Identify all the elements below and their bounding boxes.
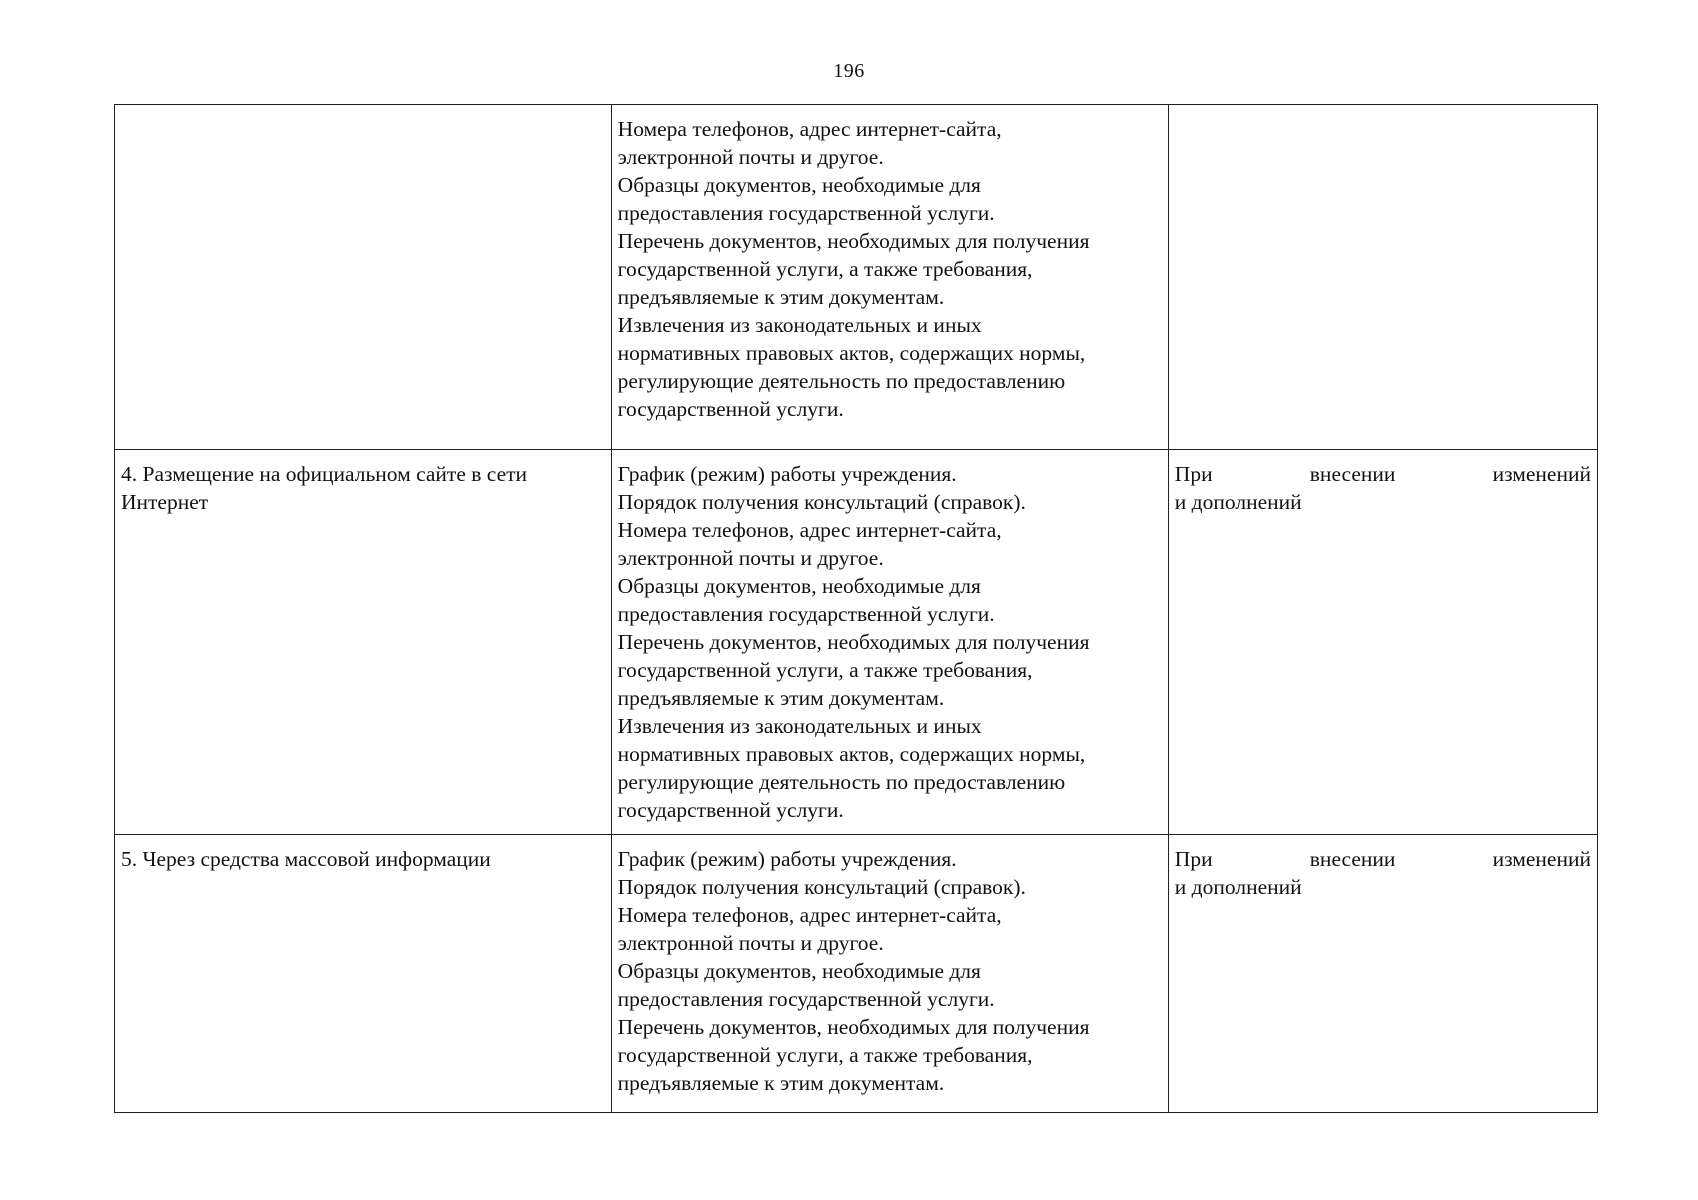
frequency-word: изменений bbox=[1492, 462, 1591, 486]
content-line: Порядок получения консультаций (справок). bbox=[617, 875, 1026, 899]
page-number: 196 bbox=[833, 60, 865, 82]
method-line: 4. Размещение на официальном сайте в сети bbox=[121, 462, 528, 486]
content-line: Образцы документов, необходимые для bbox=[617, 173, 981, 197]
content-cell bbox=[611, 835, 1168, 1113]
content-line: регулирующие деятельность по предоставлению bbox=[617, 369, 1066, 393]
content-line: График (режим) работы учреждения. bbox=[617, 847, 957, 871]
frequency-second-line: и дополнений bbox=[1174, 490, 1302, 514]
content-line: электронной почты и другое. bbox=[617, 546, 884, 570]
content-line: Перечень документов, необходимых для получения bbox=[617, 229, 1090, 253]
method-cell bbox=[115, 105, 612, 450]
method-cell bbox=[115, 835, 612, 1113]
content-line: нормативных правовых актов, содержащих нормы, bbox=[617, 742, 1086, 766]
content-line: предоставления государственной услуги. bbox=[617, 201, 995, 225]
table-row bbox=[115, 105, 1598, 450]
content-line: регулирующие деятельность по предоставлению bbox=[617, 770, 1066, 794]
content-cell bbox=[611, 450, 1168, 835]
content-line: государственной услуги, а также требования, bbox=[617, 1043, 1033, 1067]
method-line: Интернет bbox=[121, 490, 209, 514]
content-line: предъявляемые к этим документам. bbox=[617, 686, 945, 710]
frequency-word: изменений bbox=[1492, 847, 1591, 871]
content-line: Перечень документов, необходимых для получения bbox=[617, 1015, 1090, 1039]
frequency-cell bbox=[1168, 450, 1597, 835]
content-cell bbox=[611, 105, 1168, 450]
content-line: государственной услуги, а также требования, bbox=[617, 257, 1033, 281]
information-methods-table bbox=[114, 104, 1598, 1113]
content-line: предоставления государственной услуги. bbox=[617, 602, 995, 626]
content-line: предоставления государственной услуги. bbox=[617, 987, 995, 1011]
content-line: Образцы документов, необходимые для bbox=[617, 574, 981, 598]
method-line: 5. Через средства массовой информации bbox=[121, 847, 491, 871]
frequency-second-line: и дополнений bbox=[1174, 875, 1302, 899]
content-line: Извлечения из законодательных и иных bbox=[617, 714, 982, 738]
frequency-word: внесении bbox=[1309, 462, 1396, 486]
content-line: Извлечения из законодательных и иных bbox=[617, 313, 982, 337]
content-line: государственной услуги. bbox=[617, 397, 844, 421]
method-cell bbox=[115, 450, 612, 835]
content-line: Порядок получения консультаций (справок). bbox=[617, 490, 1026, 514]
frequency-cell bbox=[1168, 105, 1597, 450]
frequency-word: При bbox=[1174, 462, 1213, 486]
frequency-first-line bbox=[1175, 460, 1591, 488]
content-line: электронной почты и другое. bbox=[617, 931, 884, 955]
content-line: предъявляемые к этим документам. bbox=[617, 285, 945, 309]
table-row bbox=[115, 835, 1598, 1113]
content-line: нормативных правовых актов, содержащих нормы, bbox=[617, 341, 1086, 365]
frequency-word: При bbox=[1174, 847, 1213, 871]
content-line: Образцы документов, необходимые для bbox=[617, 959, 981, 983]
content-line: Номера телефонов, адрес интернет-сайта, bbox=[617, 518, 1002, 542]
frequency-cell bbox=[1168, 835, 1597, 1113]
content-line: График (режим) работы учреждения. bbox=[617, 462, 957, 486]
table-row bbox=[115, 450, 1598, 835]
content-line: Перечень документов, необходимых для получения bbox=[617, 630, 1090, 654]
content-line: государственной услуги. bbox=[617, 798, 844, 822]
frequency-first-line bbox=[1175, 845, 1591, 873]
content-line: государственной услуги, а также требования, bbox=[617, 658, 1033, 682]
content-line: Номера телефонов, адрес интернет-сайта, bbox=[617, 903, 1002, 927]
frequency-word: внесении bbox=[1309, 847, 1396, 871]
content-line: предъявляемые к этим документам. bbox=[617, 1071, 945, 1095]
content-line: Номера телефонов, адрес интернет-сайта, bbox=[617, 117, 1002, 141]
content-line: электронной почты и другое. bbox=[617, 145, 884, 169]
